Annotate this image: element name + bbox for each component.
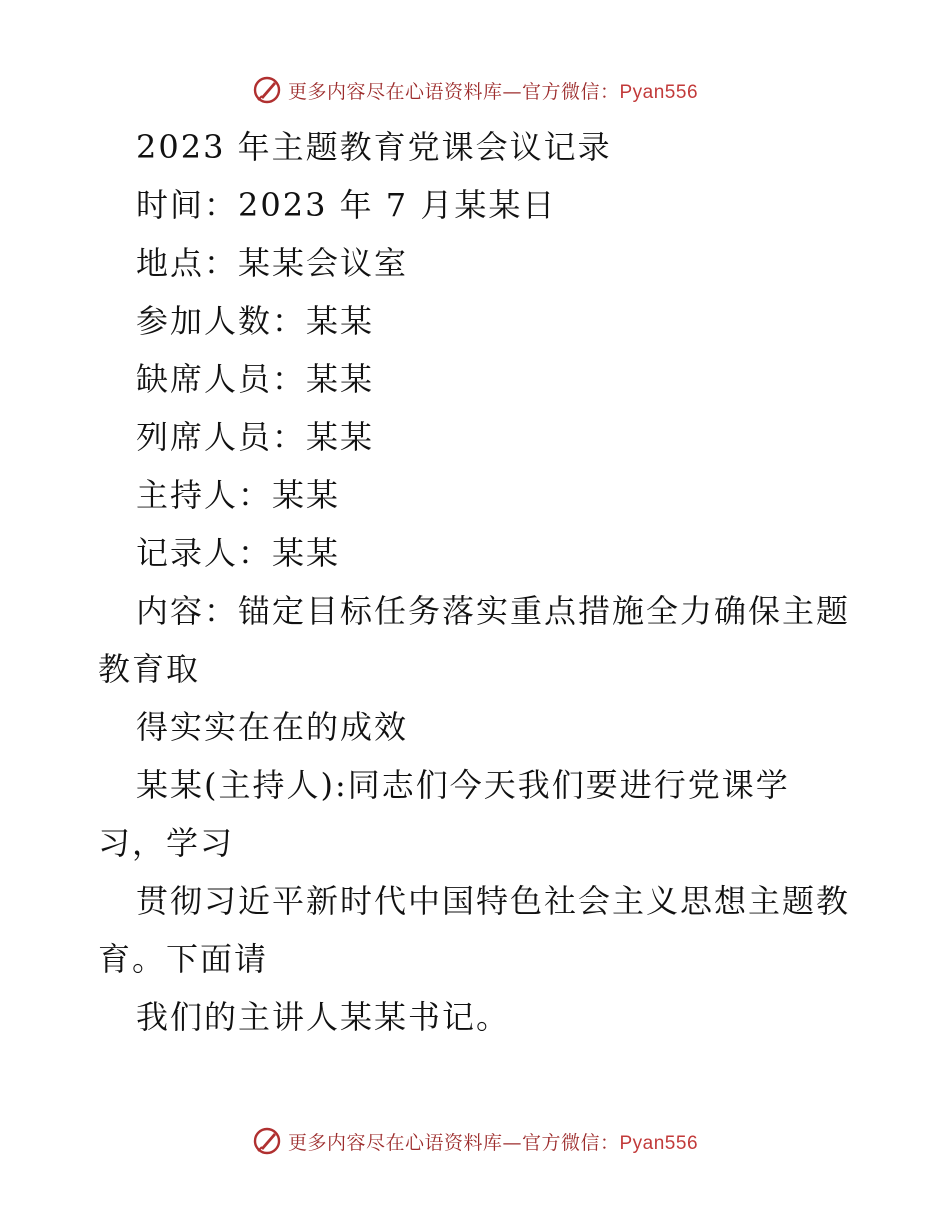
attendee-count: 参加人数：某某 xyxy=(136,302,375,340)
content-line: 习，学习 xyxy=(98,824,235,862)
content-line: 内容：锚定目标任务落实重点措施全力确保主题 xyxy=(136,592,851,630)
watermark-dash: — xyxy=(502,1131,522,1154)
meeting-host: 主持人：某某 xyxy=(136,476,341,514)
content-line: 教育取 xyxy=(98,650,201,688)
document-title: 2023 年主题教育党课会议记录 xyxy=(136,128,612,166)
quill-pen-icon xyxy=(252,75,282,105)
watermark-main: 更多内容尽在心语资料库 xyxy=(287,80,503,103)
content-line: 贯彻习近平新时代中国特色社会主义思想主题教 xyxy=(136,882,851,920)
watermark-brand xyxy=(252,75,698,105)
watermark-main: 更多内容尽在心语资料库 xyxy=(287,1131,503,1154)
meeting-time: 时间：2023 年 7 月某某日 xyxy=(136,186,557,224)
meeting-recorder: 记录人：某某 xyxy=(136,534,341,572)
page-header-watermark xyxy=(0,73,950,107)
watermark-wechat-id: Pyan556 xyxy=(619,81,699,103)
content-line: 某某(主持人):同志们今天我们要进行党课学 xyxy=(136,766,790,804)
page-footer-watermark xyxy=(0,1124,950,1158)
watermark-text xyxy=(288,77,698,104)
content-line: 育。下面请 xyxy=(98,940,269,978)
meeting-location: 地点：某某会议室 xyxy=(136,244,409,282)
watermark-brand xyxy=(252,1126,698,1156)
watermark-dash: — xyxy=(502,80,522,103)
watermark-wechat-label: 官方微信： xyxy=(521,80,620,103)
absent-members: 缺席人员：某某 xyxy=(136,360,375,398)
quill-pen-icon xyxy=(252,1126,282,1156)
content-line: 得实实在在的成效 xyxy=(136,708,409,746)
watermark-text xyxy=(288,1128,698,1155)
watermark-wechat-label: 官方微信： xyxy=(521,1131,620,1154)
observing-members: 列席人员：某某 xyxy=(136,418,375,456)
content-line: 我们的主讲人某某书记。 xyxy=(136,998,511,1036)
watermark-wechat-id: Pyan556 xyxy=(619,1132,699,1154)
document-body xyxy=(98,118,858,1046)
